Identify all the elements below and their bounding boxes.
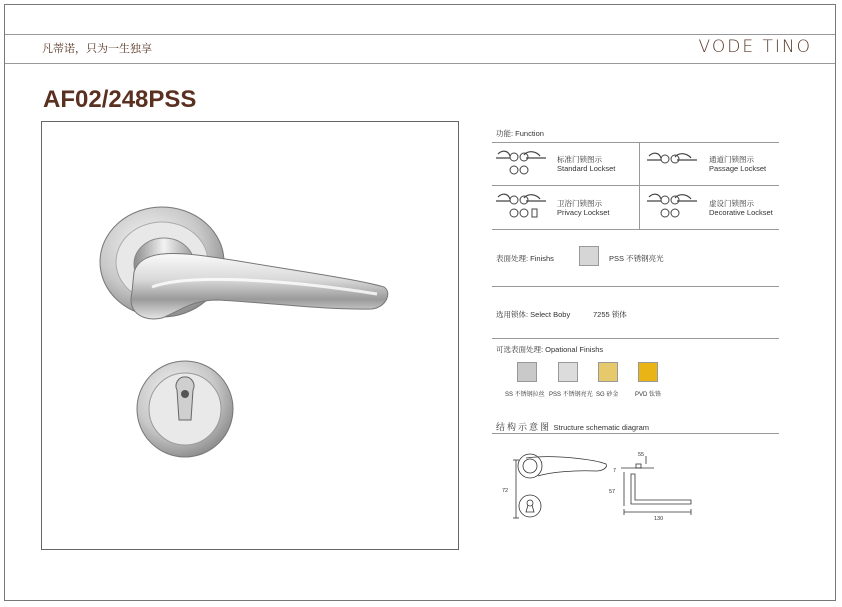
function-item-cn: 卫浴门锁图示 (557, 199, 602, 208)
function-label: 功能: Function (496, 129, 544, 138)
function-item-en: Decorative Lockset (709, 208, 773, 217)
swatch-pss (558, 362, 578, 382)
brand-slogan: 凡蒂诺，只为一生独享 (42, 43, 152, 55)
function-divider (639, 142, 640, 230)
function-item-cn: 虚设门锁图示 (709, 199, 754, 208)
swatch-label: SG 砂金 (596, 392, 619, 398)
separator (492, 338, 779, 339)
structure-title-cn: 结构示意图 (496, 422, 552, 432)
function-item-en: Passage Lockset (709, 164, 767, 173)
product-model: AF02/248PSS (43, 86, 197, 113)
separator (492, 229, 779, 230)
function-item-en: Privacy Lockset (557, 208, 610, 217)
decorative-lockset-icon (645, 191, 705, 219)
finish-swatch (579, 246, 599, 266)
separator (492, 185, 779, 186)
dim-72: 72 (502, 488, 509, 494)
separator (492, 286, 779, 287)
finish-label: 表面处理: Finishs (496, 254, 554, 263)
product-photo (42, 122, 458, 549)
swatch-pvd (638, 362, 658, 382)
separator (492, 142, 779, 143)
function-item-cn: 标准门锁图示 (557, 155, 602, 164)
function-item-cn: 通道门锁图示 (709, 155, 754, 164)
dim-7: 7 (613, 468, 617, 474)
swatch-sg (598, 362, 618, 382)
lever-handle (131, 253, 388, 318)
swatch-label: PSS 不锈钢亮光 (549, 392, 593, 398)
brand-logo: VODE TINO (698, 37, 812, 57)
product-photo-frame (41, 121, 459, 550)
structure-diagram (496, 448, 706, 528)
cylinder-keyhole (176, 377, 194, 420)
header-rule-bottom (5, 63, 835, 64)
structure-title-en: Structure schematic diagram (553, 423, 649, 432)
swatch-ss (517, 362, 537, 382)
passage-lockset-icon (645, 148, 705, 176)
structure-title (496, 420, 649, 433)
separator (492, 433, 779, 434)
standard-lockset-icon (494, 148, 554, 176)
finish-value: PSS 不锈钢亮光 (609, 254, 664, 263)
swatch-label: SS 不锈钢拉丝 (505, 392, 545, 398)
dim-55: 55 (638, 452, 645, 458)
lock-body-value: 7255 锁体 (593, 310, 627, 319)
privacy-lockset-icon (494, 191, 554, 219)
function-item-en: Standard Lockset (557, 164, 616, 173)
header-rule-top (5, 34, 835, 35)
lock-body-label: 选用锁体: Select Boby (496, 310, 571, 319)
dim-130: 130 (654, 516, 664, 522)
swatch-label: PVD 钛铬 (635, 392, 662, 398)
optional-finishes-label: 可选表面处理: Opational Finishs (496, 345, 604, 354)
dim-57: 57 (609, 489, 616, 495)
